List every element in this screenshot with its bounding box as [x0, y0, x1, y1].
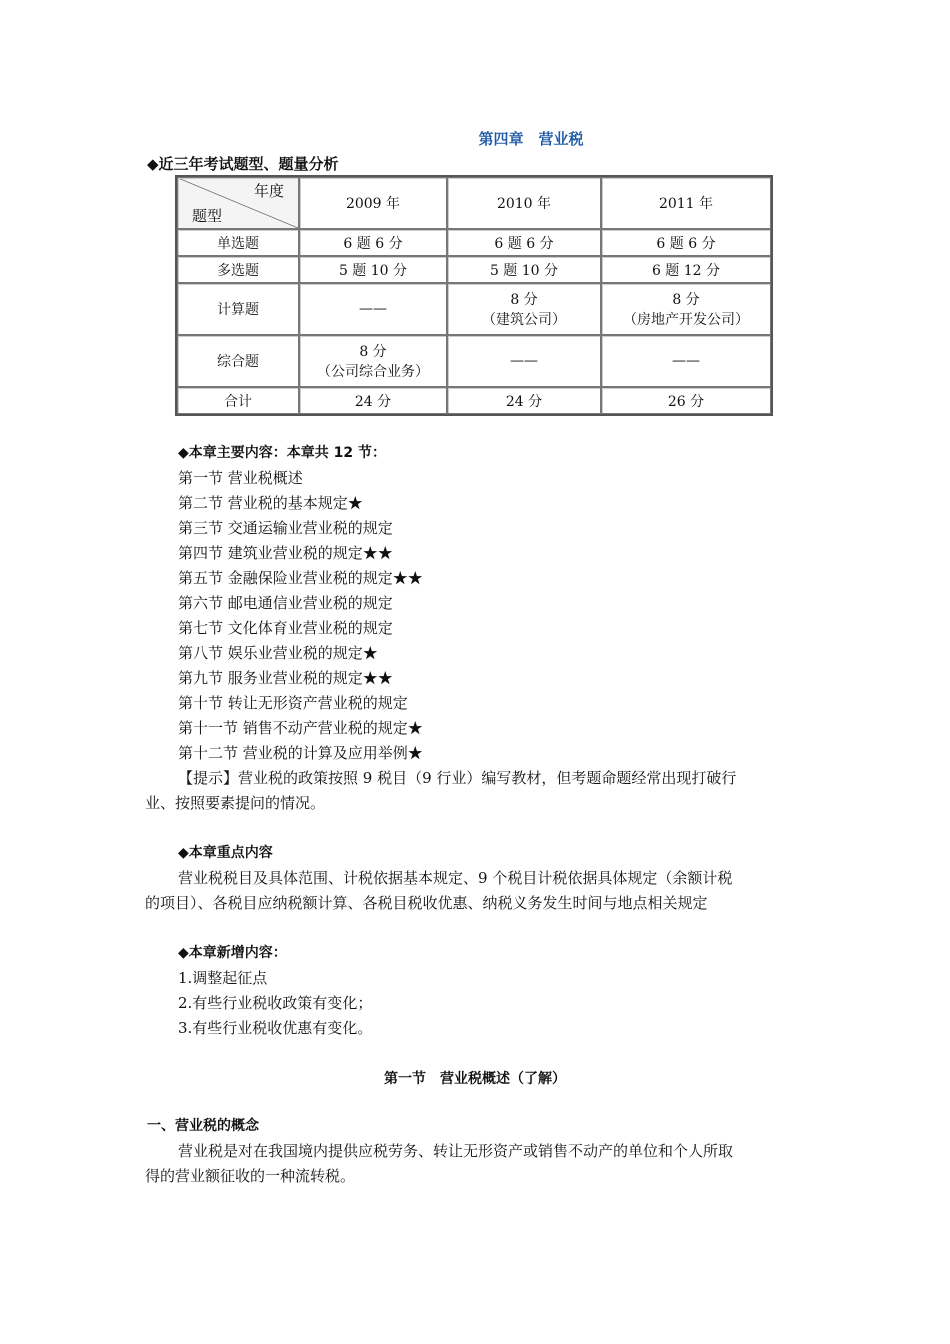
list-item: 1.调整起征点	[178, 969, 268, 987]
list-item: 2.有些行业税收政策有变化；	[178, 994, 373, 1012]
new-content-heading: ◆本章新增内容：	[178, 945, 287, 961]
table-row	[177, 256, 771, 283]
table-cell	[601, 283, 771, 335]
corner-year-label: 年度	[253, 182, 284, 200]
table-row	[177, 283, 771, 335]
row-type: 综合题	[177, 335, 299, 387]
row-type: 单选题	[177, 229, 299, 256]
corner-type-label: 题型	[192, 207, 223, 225]
list-item: 第六节 邮电通信业营业税的规定	[178, 594, 393, 612]
cell-note: （公司综合业务）	[317, 364, 429, 380]
list-item: 第九节 服务业营业税的规定★★	[178, 669, 393, 687]
concept-line-2: 得的营业额征收的一种流转税。	[145, 1167, 356, 1185]
section-one-title: 第一节 营业税概述（了解）	[384, 1071, 566, 1087]
cell-note: （房地产开发公司）	[623, 312, 749, 328]
list-item: 第五节 金融保险业营业税的规定★★	[178, 569, 423, 587]
section-list	[178, 466, 423, 766]
table-cell: 6 题 6 分	[447, 229, 601, 256]
table-cell: 6 题 12 分	[601, 256, 771, 283]
list-item: 第四节 建筑业营业税的规定★★	[178, 544, 393, 562]
table-cell: ——	[601, 335, 771, 387]
tip-line-1: 【提示】营业税的政策按照 9 税目（9 行业）编写教材，但考题命题经常出现打破行	[178, 769, 737, 787]
list-item: 第十节 转让无形资产营业税的规定	[178, 694, 408, 712]
cell-value: 8 分	[510, 292, 538, 308]
row-type: 计算题	[177, 283, 299, 335]
exam-analysis-heading: ◆近三年考试题型、题量分析	[147, 155, 339, 173]
table-cell: 6 题 6 分	[601, 229, 771, 256]
year-header: 2011 年	[601, 177, 771, 229]
cell-note: （建筑公司）	[482, 312, 566, 328]
list-item: 3.有些行业税收优惠有变化。	[178, 1019, 373, 1037]
table-cell: 5 题 10 分	[299, 256, 447, 283]
list-item: 第一节 营业税概述	[178, 469, 303, 487]
key-content-line-1: 营业税税目及具体范围、计税依据基本规定、9 个税目计税依据具体规定（余额计税	[178, 869, 733, 887]
table-row	[177, 229, 771, 256]
main-content-heading: ◆本章主要内容：本章共 12 节：	[178, 445, 386, 461]
table-cell: 6 题 6 分	[299, 229, 447, 256]
row-type: 多选题	[177, 256, 299, 283]
list-item: 第三节 交通运输业营业税的规定	[178, 519, 393, 537]
key-content-heading: ◆本章重点内容	[178, 845, 273, 861]
chapter-title: 第四章 营业税	[478, 130, 584, 148]
table-cell: 24 分	[299, 387, 447, 414]
cell-value: 8 分	[672, 292, 700, 308]
table-cell	[299, 335, 447, 387]
table-cell: ——	[447, 335, 601, 387]
table-cell: ——	[299, 283, 447, 335]
new-content-list	[178, 966, 372, 1041]
year-header: 2010 年	[447, 177, 601, 229]
list-item: 第八节 娱乐业营业税的规定★	[178, 644, 378, 662]
table-corner-cell	[177, 177, 299, 229]
table-row	[177, 387, 771, 414]
list-item: 第二节 营业税的基本规定★	[178, 494, 363, 512]
cell-value: 8 分	[359, 344, 387, 360]
list-item: 第七节 文化体育业营业税的规定	[178, 619, 393, 637]
list-item: 第十二节 营业税的计算及应用举例★	[178, 744, 423, 762]
table-cell: 5 题 10 分	[447, 256, 601, 283]
table-cell	[447, 283, 601, 335]
list-item: 第十一节 销售不动产营业税的规定★	[178, 719, 423, 737]
concept-line-1: 营业税是对在我国境内提供应税劳务、转让无形资产或销售不动产的单位和个人所取	[178, 1142, 734, 1160]
table-cell: 24 分	[447, 387, 601, 414]
tip-line-2: 业、按照要素提问的情况。	[145, 794, 326, 812]
concept-heading: 一、营业税的概念	[147, 1118, 259, 1134]
table-cell: 26 分	[601, 387, 771, 414]
key-content-line-2: 的项目）、各税目应纳税额计算、各税目税收优惠、纳税义务发生时间与地点相关规定	[145, 894, 708, 912]
table-row	[177, 335, 771, 387]
exam-analysis-table	[175, 175, 773, 416]
row-type: 合计	[177, 387, 299, 414]
year-header: 2009 年	[299, 177, 447, 229]
